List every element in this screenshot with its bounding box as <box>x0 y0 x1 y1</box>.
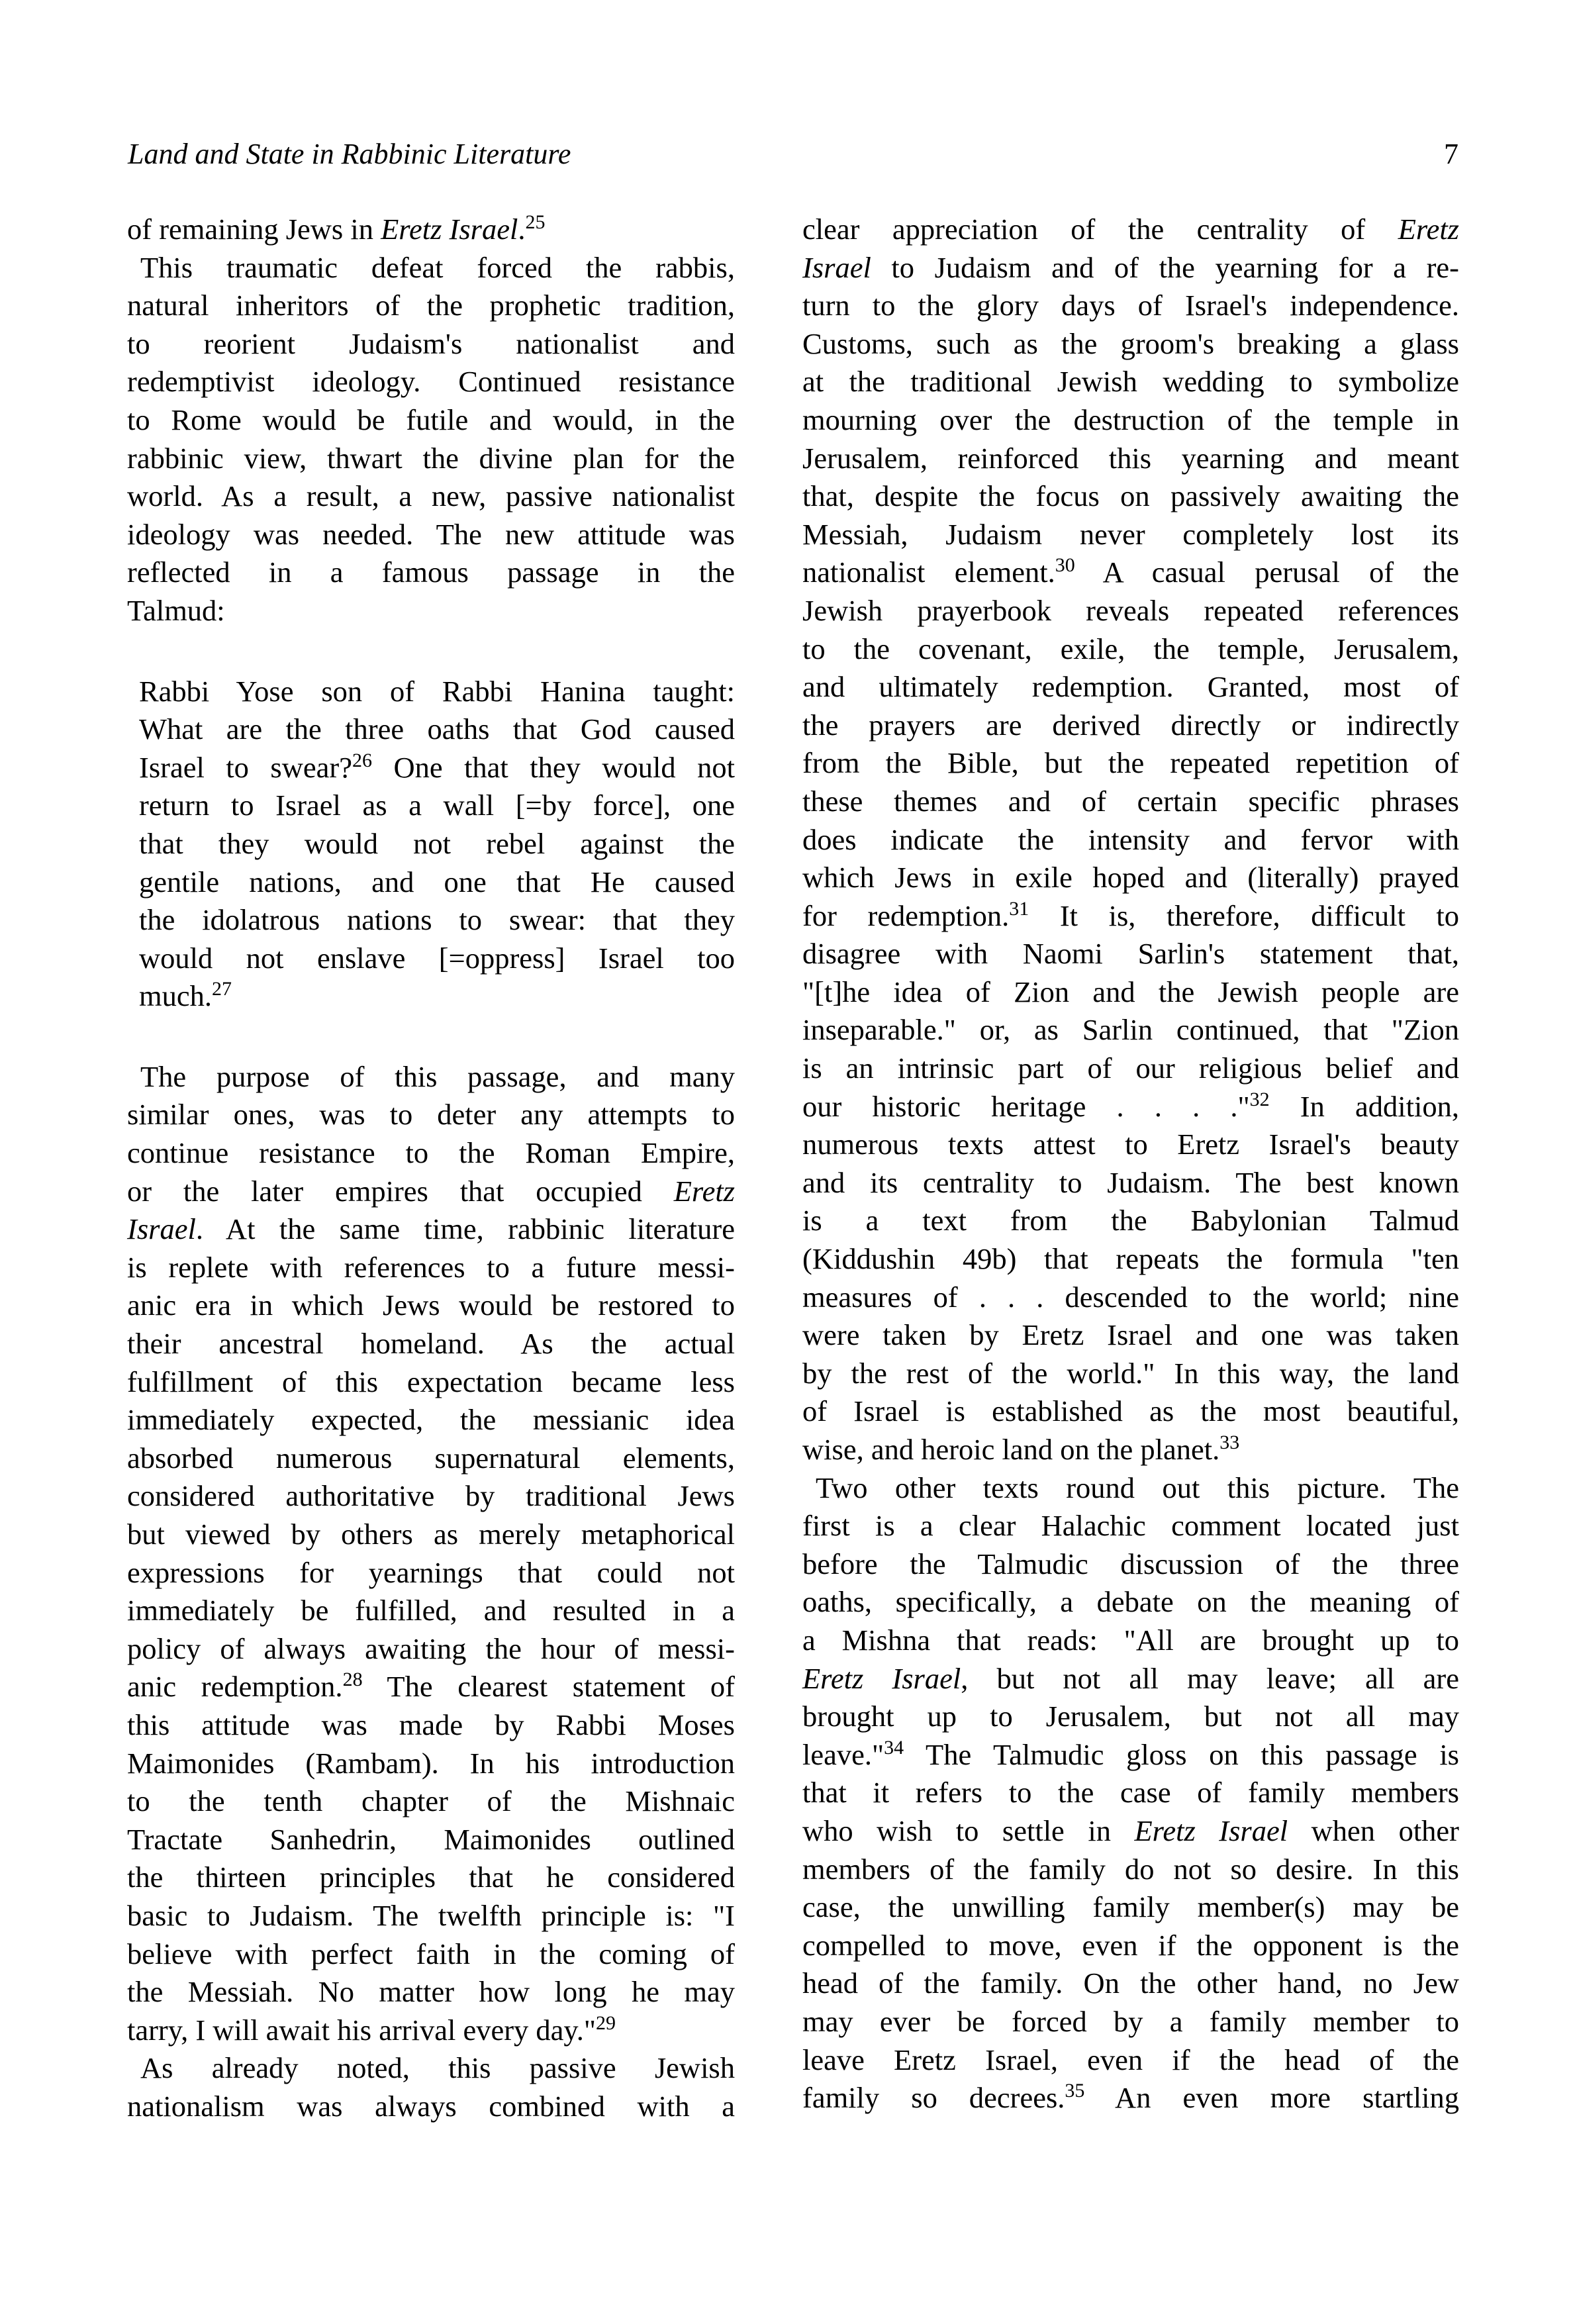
text-line <box>802 1049 1459 1088</box>
page-number: 7 <box>1444 138 1458 170</box>
text-line <box>802 1469 1459 1508</box>
text-line <box>802 1088 1459 1126</box>
footnote-reference[interactable]: 28 <box>342 1669 363 1691</box>
text-run: "[t]he idea of Zion and the Jewish people are <box>802 975 1459 1008</box>
text-run: natural inheritors of the prophetic tradition, <box>127 289 735 322</box>
text-line <box>802 401 1459 440</box>
text-run: leave Eretz Israel, even if the head of the <box>802 2043 1459 2076</box>
text-line <box>127 1401 735 1439</box>
text-line <box>127 1745 735 1783</box>
text-run: to the tenth chapter of the Mishnaic <box>127 1784 735 1818</box>
text-run: The clearest statement of <box>362 1670 736 1704</box>
text-run: wise, and heroic land on the planet. <box>802 1433 1220 1466</box>
text-line <box>802 1392 1459 1431</box>
text-run: Tractate Sanhedrin, Maimonides outlined <box>127 1822 735 1856</box>
text-run: to Judaism and of the yearning for a re- <box>871 250 1459 284</box>
text-run: nationalism was always combined with a <box>127 2089 735 2123</box>
text-run: turn to the glory days of Israel's independence. <box>802 289 1459 322</box>
text-line <box>802 1279 1459 1317</box>
text-run: and its centrality to Judaism. The best known <box>802 1165 1459 1199</box>
text-run: Messiah, Judaism never completely lost its <box>802 517 1459 551</box>
text-run: anic era in which Jews would be restored to <box>127 1288 735 1322</box>
text-run: return to Israel as a wall [=by force], one <box>139 789 735 822</box>
text-line <box>127 1439 735 1478</box>
text-line <box>802 325 1459 363</box>
text-line <box>802 1660 1459 1698</box>
text-line <box>802 783 1459 821</box>
text-run: In addition, <box>1269 1089 1459 1123</box>
text-run: is replete with references to a future messi- <box>127 1250 735 1284</box>
text-run: from the Bible, but the repeated repetition of <box>802 746 1459 780</box>
text-line <box>127 211 735 249</box>
text-line <box>127 249 735 287</box>
text-line <box>127 1325 735 1363</box>
left-column <box>127 211 735 2126</box>
text-line <box>127 440 735 478</box>
text-run: for redemption. <box>802 898 1010 932</box>
text-run: similar ones, was to deter any attempts to <box>127 1098 735 1132</box>
text-run: The purpose of this passage, and many <box>140 1059 735 1093</box>
text-line <box>127 1973 735 2011</box>
text-run: redemptivist ideology. Continued resistance <box>127 365 735 399</box>
text-line <box>802 1164 1459 1202</box>
text-run: is an intrinsic part of our religious belief and <box>802 1051 1459 1085</box>
text-line <box>802 1545 1459 1584</box>
text-run: An even more startling <box>1084 2081 1459 2115</box>
text-run: gentile nations, and one that He caused <box>139 865 735 898</box>
text-line <box>127 592 735 630</box>
text-run: members of the family do not so desire. In this <box>802 1852 1459 1886</box>
text-run: believe with perfect faith in the coming of <box>127 1937 735 1970</box>
text-run: compelled to move, even if the opponent is the <box>802 1928 1459 1962</box>
text-run: rabbinic view, thwart the divine plan for the <box>127 441 735 475</box>
text-line <box>127 516 735 554</box>
text-run: the prayers are derived directly or indirectly <box>802 708 1459 742</box>
text-line <box>127 1363 735 1402</box>
text-line <box>802 668 1459 706</box>
paragraph <box>127 2049 735 2125</box>
text-run: Rabbi Yose son of Rabbi Hanina taught: <box>139 674 735 708</box>
text-line <box>127 401 735 440</box>
footnote-reference[interactable]: 35 <box>1065 2080 1085 2102</box>
text-line <box>802 1507 1459 1545</box>
text-run: Jerusalem, reinforced this yearning and meant <box>802 441 1459 475</box>
text-run: oaths, specifically, a debate on the meaning of <box>802 1585 1459 1619</box>
text-run: leave." <box>802 1737 884 1771</box>
text-run: that they would not rebel against the <box>139 826 735 860</box>
text-line <box>139 787 735 825</box>
text-run: inseparable." or, as Sarlin continued, that "Zion <box>802 1013 1459 1047</box>
text-line <box>127 1096 735 1134</box>
text-run: much. <box>139 979 212 1013</box>
text-line <box>127 477 735 516</box>
text-line <box>127 1668 735 1706</box>
footnote-reference[interactable]: 29 <box>596 2011 616 2034</box>
text-run: Maimonides (Rambam). In his introduction <box>127 1746 735 1780</box>
text-line <box>802 1355 1459 1393</box>
text-run: fulfillment of this expectation became less <box>127 1365 735 1398</box>
text-line <box>127 287 735 325</box>
text-run: What are the three oaths that God caused <box>139 712 735 746</box>
text-line <box>802 1583 1459 1622</box>
text-run: clear appreciation of the centrality of <box>802 213 1398 246</box>
text-run: Customs, such as the groom's breaking a glass <box>802 326 1459 360</box>
text-line <box>139 825 735 863</box>
italic-term: Israel <box>802 250 871 284</box>
text-run: This traumatic defeat forced the rabbis, <box>140 250 735 284</box>
text-line <box>802 935 1459 973</box>
footnote-reference[interactable]: 26 <box>352 749 372 771</box>
text-line <box>127 1897 735 1935</box>
text-line <box>127 1058 735 1096</box>
text-line <box>802 821 1459 859</box>
text-run: . <box>518 213 526 246</box>
text-run: first is a clear Halachic comment located just <box>802 1509 1459 1543</box>
text-run: It is, therefore, difficult to <box>1029 898 1459 932</box>
text-line <box>127 363 735 401</box>
text-run: A casual perusal of the <box>1074 556 1459 589</box>
text-run: One that they would not <box>371 750 735 784</box>
text-line <box>802 2041 1459 2080</box>
text-line <box>127 1554 735 1592</box>
text-run: considered authoritative by traditional Jews <box>127 1479 735 1513</box>
text-line <box>127 2011 735 2050</box>
text-line <box>127 554 735 592</box>
italic-term: Eretz <box>673 1174 735 1208</box>
text-line <box>127 1477 735 1516</box>
text-run: brought up to Jerusalem, but not all may <box>802 1700 1459 1733</box>
paragraph <box>802 211 1459 1469</box>
text-line <box>802 2003 1459 2041</box>
text-line <box>127 1630 735 1669</box>
footnote-reference[interactable]: 30 <box>1055 554 1075 577</box>
text-run: reflected in a famous passage in the <box>127 556 735 589</box>
italic-term: Eretz Israel <box>802 1661 961 1695</box>
text-run: head of the family. On the other hand, no Jew <box>802 1966 1459 2000</box>
text-line <box>127 1210 735 1249</box>
text-run: and ultimately redemption. Granted, most of <box>802 670 1459 704</box>
text-line <box>802 440 1459 478</box>
text-line <box>802 1736 1459 1774</box>
text-line <box>139 977 735 1016</box>
text-run: ideology was needed. The new attitude was <box>127 517 735 551</box>
text-run: mourning over the destruction of the temple in <box>802 403 1459 436</box>
text-run: but viewed by others as merely metaphorical <box>127 1518 735 1551</box>
text-run: the thirteen principles that he considered <box>127 1861 735 1894</box>
text-line <box>802 477 1459 516</box>
text-run: when other <box>1288 1814 1460 1847</box>
text-run: anic redemption. <box>127 1670 343 1704</box>
text-run: world. As a result, a new, passive nationalist <box>127 479 735 513</box>
paragraph <box>127 1058 735 2049</box>
text-run: before the Talmudic discussion of the three <box>802 1547 1459 1580</box>
paragraph <box>127 211 735 249</box>
text-line <box>127 1935 735 1974</box>
text-run: As already noted, this passive Jewish <box>140 2051 735 2085</box>
text-line <box>802 744 1459 783</box>
text-run: which Jews in exile hoped and (literally) prayed <box>802 861 1459 895</box>
text-line <box>127 1592 735 1630</box>
text-run: The Talmudic gloss on this passage is <box>904 1737 1459 1771</box>
text-run: to reorient Judaism's nationalist and <box>127 326 735 360</box>
text-run: policy of always awaiting the hour of messi- <box>127 1631 735 1665</box>
paragraph <box>127 249 735 630</box>
text-line <box>802 1812 1459 1851</box>
text-line <box>139 673 735 711</box>
text-line <box>802 1851 1459 1889</box>
text-run: a Mishna that reads: "All are brought up to <box>802 1623 1459 1657</box>
text-line <box>802 1011 1459 1049</box>
text-run: expressions for yearnings that could not <box>127 1555 735 1589</box>
text-run: measures of . . . descended to the world; nine <box>802 1280 1459 1314</box>
text-line <box>802 1964 1459 2003</box>
text-line <box>127 1134 735 1173</box>
text-line <box>802 363 1459 401</box>
text-line <box>802 592 1459 630</box>
text-run: nationalist element. <box>802 556 1055 589</box>
text-run: Talmud: <box>127 593 225 627</box>
text-run: were taken by Eretz Israel and one was taken <box>802 1318 1459 1352</box>
text-run: their ancestral homeland. As the actual <box>127 1327 735 1361</box>
text-line <box>802 2079 1459 2117</box>
footnote-reference[interactable]: 34 <box>884 1736 904 1759</box>
text-line <box>802 630 1459 669</box>
text-line <box>127 1859 735 1897</box>
text-line <box>802 1698 1459 1736</box>
text-run: our historic heritage . . . ." <box>802 1089 1250 1123</box>
text-line <box>127 1173 735 1211</box>
footnote-reference[interactable]: 27 <box>212 978 232 1000</box>
text-run: this attitude was made by Rabbi Moses <box>127 1708 735 1741</box>
text-line <box>802 897 1459 936</box>
right-column <box>802 211 1459 2117</box>
text-line <box>127 2049 735 2088</box>
text-run: who wish to settle in <box>802 1814 1135 1847</box>
text-line <box>802 973 1459 1012</box>
text-line <box>127 1706 735 1745</box>
text-run: immediately expected, the messianic idea <box>127 1403 735 1437</box>
text-run: of remaining Jews in <box>127 213 381 246</box>
text-run: Jewish prayerbook reveals repeated references <box>802 593 1459 627</box>
text-run: that it refers to the case of family members <box>802 1776 1459 1810</box>
footnote-reference[interactable]: 32 <box>1249 1088 1270 1110</box>
text-run: immediately be fulfilled, and resulted in a <box>127 1594 735 1627</box>
text-run: case, the unwilling family member(s) may be <box>802 1890 1459 1924</box>
text-line <box>802 706 1459 745</box>
text-line <box>139 863 735 902</box>
text-line <box>802 211 1459 249</box>
footnote-reference[interactable]: 31 <box>1009 897 1029 920</box>
text-line <box>802 249 1459 287</box>
text-run: or the later empires that occupied <box>127 1174 674 1208</box>
text-run: that, despite the focus on passively awaiting the <box>802 479 1459 513</box>
text-run: these themes and of certain specific phrases <box>802 784 1459 818</box>
text-line <box>802 554 1459 592</box>
text-line <box>127 325 735 363</box>
paragraph <box>802 1469 1459 2117</box>
text-run: , but not all may leave; all are <box>961 1661 1459 1695</box>
text-line <box>802 859 1459 897</box>
text-run: of Israel is established as the most beautiful, <box>802 1394 1459 1428</box>
text-line <box>139 710 735 749</box>
block-quote <box>139 673 735 1016</box>
text-run: . At the same time, rabbinic literature <box>195 1212 735 1246</box>
text-run: the Messiah. No matter how long he may <box>127 1975 735 2009</box>
text-line <box>802 516 1459 554</box>
running-title: Land and State in Rabbinic Literature <box>128 138 571 170</box>
text-line <box>127 1286 735 1325</box>
text-run: basic to Judaism. The twelfth principle is: "I <box>127 1898 735 1932</box>
text-run: to the covenant, exile, the temple, Jerusalem, <box>802 632 1459 665</box>
text-run: family so decrees. <box>802 2081 1065 2115</box>
text-run: disagree with Naomi Sarlin's statement that, <box>802 937 1459 971</box>
text-line <box>802 1927 1459 1965</box>
text-line <box>802 1240 1459 1279</box>
text-run: to Rome would be futile and would, in the <box>127 403 735 436</box>
text-line <box>802 287 1459 325</box>
text-line <box>802 1622 1459 1660</box>
italic-term: Eretz Israel <box>381 213 518 246</box>
text-line <box>802 1202 1459 1240</box>
text-line <box>127 2088 735 2126</box>
text-line <box>139 940 735 978</box>
text-run: the idolatrous nations to swear: that they <box>139 903 735 937</box>
italic-term: Eretz <box>1398 213 1459 246</box>
text-run: Two other texts round out this picture. The <box>816 1471 1459 1504</box>
text-run: continue resistance to the Roman Empire, <box>127 1136 735 1170</box>
text-run: (Kiddushin 49b) that repeats the formula "ten <box>802 1242 1459 1276</box>
text-run: does indicate the intensity and fervor with <box>802 822 1459 856</box>
text-line <box>127 1782 735 1821</box>
text-line <box>127 1249 735 1287</box>
text-line <box>802 1316 1459 1355</box>
text-line <box>802 1126 1459 1164</box>
footnote-reference[interactable]: 33 <box>1219 1431 1240 1453</box>
text-line <box>802 1888 1459 1927</box>
text-line <box>802 1431 1459 1469</box>
text-line <box>139 901 735 940</box>
text-run: may ever be forced by a family member to <box>802 2004 1459 2038</box>
footnote-reference[interactable]: 25 <box>525 211 546 233</box>
text-run: would not enslave [=oppress] Israel too <box>139 941 735 975</box>
text-run: by the rest of the world." In this way, the land <box>802 1356 1459 1390</box>
text-run: tarry, I will await his arrival every day." <box>127 2013 596 2047</box>
text-run: at the traditional Jewish wedding to symbolize <box>802 365 1459 399</box>
text-line <box>127 1821 735 1859</box>
italic-term: Israel <box>127 1212 196 1246</box>
text-run: absorbed numerous supernatural elements, <box>127 1441 735 1475</box>
text-run: is a text from the Babylonian Talmud <box>802 1204 1459 1237</box>
text-line <box>127 1516 735 1554</box>
text-line <box>802 1774 1459 1812</box>
italic-term: Eretz Israel <box>1134 1814 1288 1847</box>
text-line <box>139 749 735 787</box>
text-run: numerous texts attest to Eretz Israel's beauty <box>802 1128 1459 1161</box>
text-run: Israel to swear? <box>139 750 352 784</box>
